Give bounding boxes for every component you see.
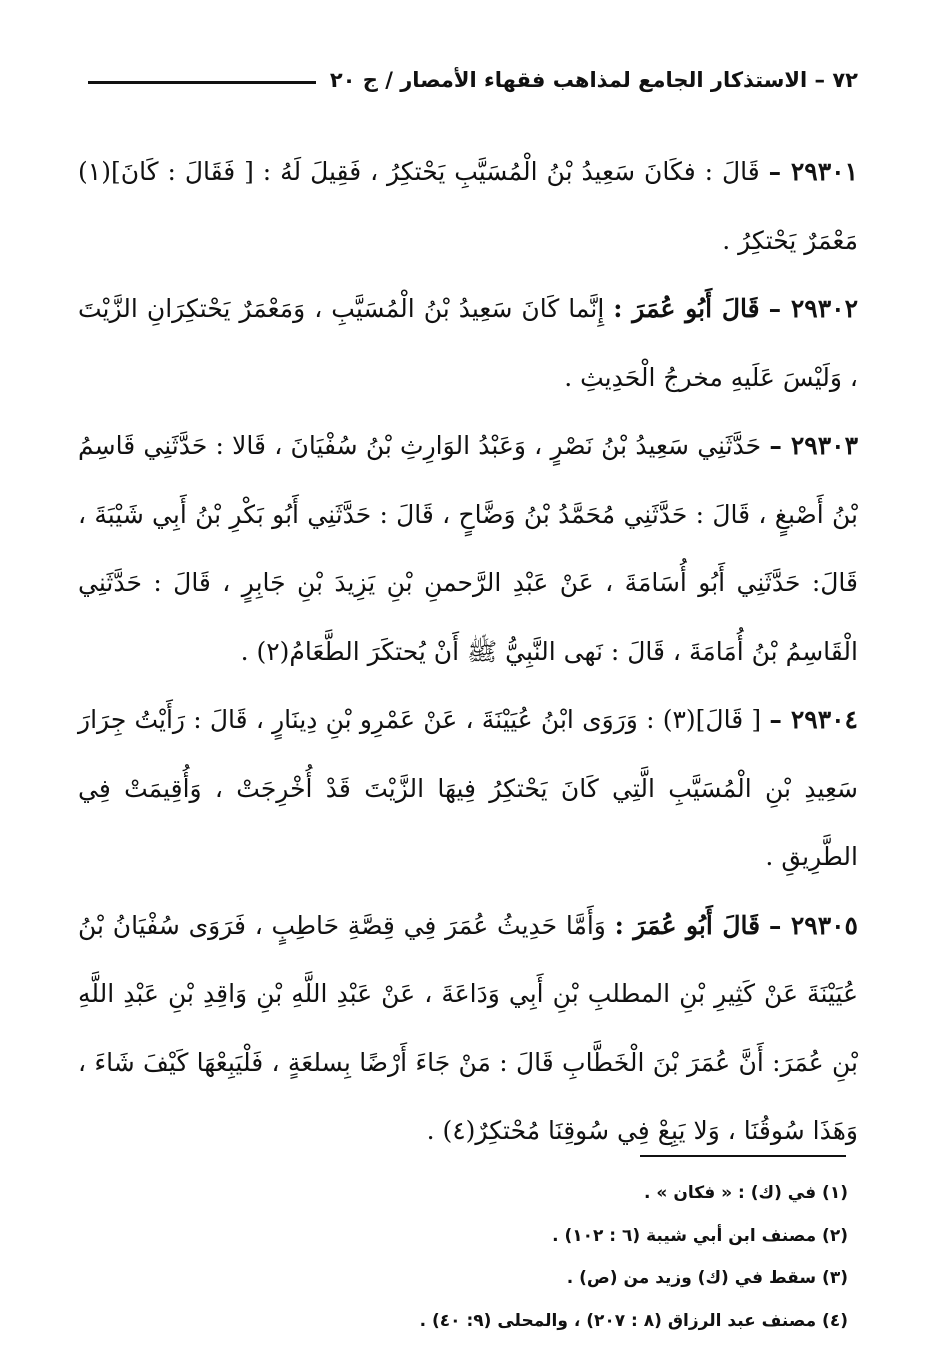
paragraph-29303 bbox=[78, 412, 858, 686]
paragraph-number: ٢٩٣٠٤ – bbox=[769, 705, 858, 734]
paragraph-text: وَأَمَّا حَدِيثُ عُمَرَ فِي قِصَّةِ حَاطِبٍ ، فَرَوَى سُفْيَانُ بْنُ عُيَيْنَةَ عَنْ كَثِيرِ بْنِ المطلبِ بْنِ أَبِي وَدَاعَةَ ، عَنْ عَبْدِ اللَّهِ بْنِ وَاقِدِ بْنِ عَبْدِ اللَّهِ بْنِ عُمَرَ: أَنَّ عُمَرَ بْنَ الْخَطَّابِ قَالَ : مَنْ جَاءَ أَرْضًا بِسلعَةٍ ، فَلْيَبِعْهَا كَيْفَ شَاءَ ، وَهَذَا سُوقُنَا ، وَلا يَبِعْ فِي سُوقِنَا مُحْتكِرٌ(٤) . bbox=[78, 910, 858, 1145]
paragraph-29302 bbox=[78, 275, 858, 412]
paragraph-number: ٢٩٣٠٣ – bbox=[769, 431, 858, 460]
main-text bbox=[78, 138, 858, 1166]
paragraph-29301 bbox=[78, 138, 858, 275]
paragraph-text: قَالَ : فكَانَ سَعِيدُ بْنُ الْمُسَيَّبِ يَحْتكِرُ ، فَقِيلَ لَهُ : [ فَقَالَ : كَانَ](١) مَعْمَرٌ يَحْتكِرُ . bbox=[78, 157, 858, 255]
paragraph-number: ٢٩٣٠١ – bbox=[768, 157, 858, 186]
paragraph-lead: قَالَ أَبُو عُمَرَ : bbox=[613, 294, 760, 323]
paragraph-text: [ قَالَ](٣) : وَرَوَى ابْنُ عُيَيْنَةَ ، عَنْ عَمْرِو بْنِ دِينَارٍ ، قَالَ : رَأَيْتُ جِرَارَ سَعِيدِ بْنِ الْمُسَيَّبِ الَّتِي كَانَ يَحْتكِرُ فِيهَا الزَّيْتَ قَدْ أُخْرِجَتْ ، وَأُقِيمَتْ فِي الطَّرِيقِ . bbox=[78, 705, 858, 871]
footnote-2: (٢) مصنف ابن أبي شيبة (٦ : ١٠٢) . bbox=[552, 1225, 848, 1246]
paragraph-29305 bbox=[78, 892, 858, 1166]
header-title: ٧٢ – الاستذكار الجامع لمذاهب فقهاء الأمصار / ج ٢٠ bbox=[329, 68, 858, 92]
footnotes bbox=[300, 1172, 848, 1342]
footnote-separator bbox=[640, 1155, 846, 1157]
paragraph-number: ٢٩٣٠٢ – bbox=[768, 294, 858, 323]
footnote-3: (٣) سقط في (ك) وزيد من (ص) . bbox=[566, 1268, 848, 1288]
footnote-4: (٤) مصنف عبد الرزاق (٨ : ٢٠٧) ، والمحلى (٩: ٤٠) . bbox=[419, 1310, 848, 1331]
footnote-1: (١) في (ك) : « فكان » . bbox=[644, 1183, 848, 1203]
header-rule bbox=[88, 81, 316, 84]
paragraph-text: حَدَّثَنِي سَعِيدُ بْنُ نَصْرٍ ، وَعَبْدُ الوَارِثِ بْنُ سُفْيَانَ ، قَالا : حَدَّثَنِي قَاسِمُ بْنُ أَصْبغٍ ، قَالَ : حَدَّثَنِي مُحَمَّدُ بْنُ وَضَّاحٍ ، قَالَ : حَدَّثَنِي أَبُو بَكْرِ بْنُ أَبِي شَيْبَةَ ، قَالَ: حَدَّثَنِي أَبُو أُسَامَةَ ، عَنْ عَبْدِ الرَّحمنِ بْنِ يَزِيدَ بْنِ جَابِرٍ ، قَالَ : حَدَّثَنِي الْقَاسِمُ بْنُ أُمَامَةَ ، قَالَ : نَهى النَّبِيُّ ﷺ أَنْ يُحتكَرَ الطَّعَامُ(٢) . bbox=[78, 431, 858, 666]
paragraph-29304 bbox=[78, 686, 858, 892]
paragraph-number: ٢٩٣٠٥ – bbox=[768, 910, 858, 940]
paragraph-text: إِنَّما كَانَ سَعِيدُ بْنُ الْمُسَيَّبِ ، وَمَعْمَرٌ يَحْتكِرَانِ الزَّيْتَ ، وَلَيْسَ عَلَيهِ مخرجُ الْحَدِيثِ . bbox=[78, 294, 858, 392]
running-header bbox=[88, 60, 858, 100]
paragraph-lead: قَالَ أَبُو عُمَرَ : bbox=[614, 910, 761, 940]
